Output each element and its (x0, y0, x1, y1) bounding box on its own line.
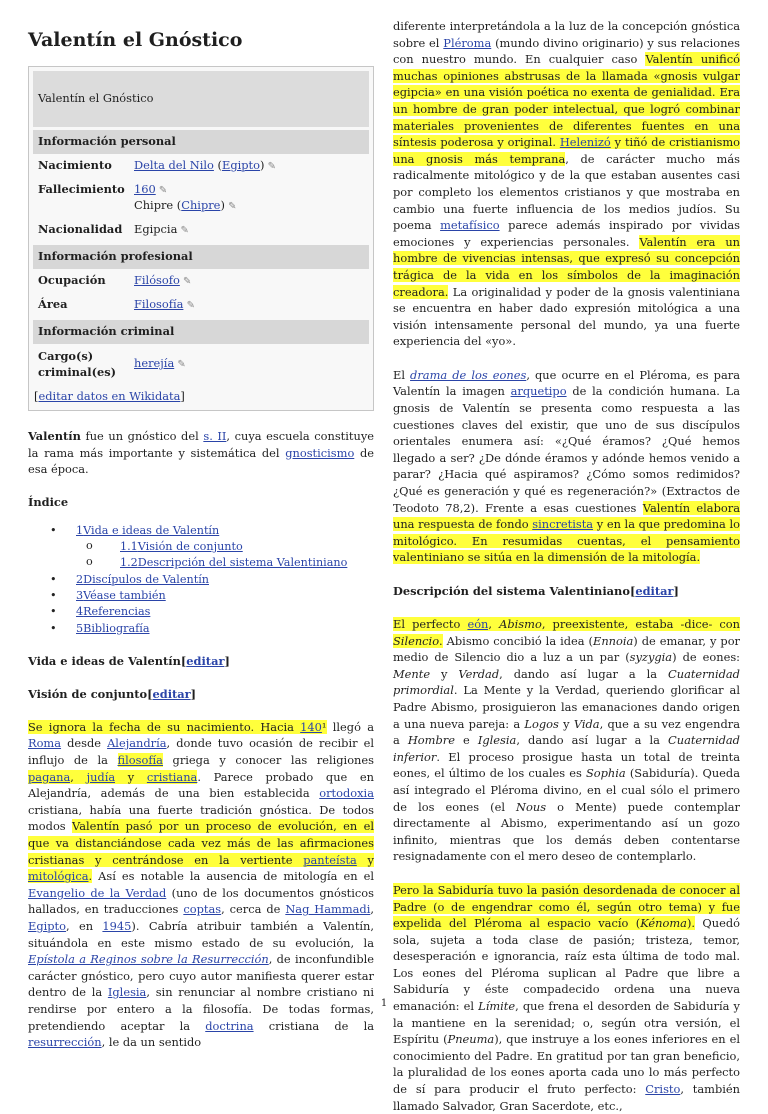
text-span: llegó a (326, 719, 374, 734)
infobox-section-title: Información profesional (33, 245, 369, 269)
text-span: , preexistente, estaba -dice- con (541, 617, 740, 631)
text-span: , (70, 769, 87, 784)
left-column (28, 18, 374, 1051)
toc-item (50, 555, 374, 571)
text-span: Valentín unificó muchas opiniones abstrusas de la llamada «gnosis vulgar egipcia» en una visión poética no exenta de genialidad. Era un hombre de gran poder intelectual, que logró combinar materiales provenientes de diferentes fuentes en una síntesis poderosa y original. (393, 52, 740, 150)
inline-link[interactable]: sincretista (532, 517, 594, 532)
text-span: diferente interpretándola a la luz de la concepción gnóstica sobre el (393, 19, 740, 50)
text-span: Cuaternidad primordial (393, 666, 740, 698)
text-span: o Mente) puede contemplar directamente al Abismo, experimentando así un gozo infinito, mientras que los demás deben contentarse resignadamente con el mero deseo de contemplarlo. (393, 799, 740, 864)
infobox-value (134, 182, 364, 214)
text-span: ) (259, 158, 265, 172)
text-span: y (356, 852, 374, 867)
pencil-icon[interactable]: ✎ (179, 276, 192, 287)
inline-link[interactable]: 160 (134, 182, 156, 196)
heading-descripcion: Descripción del sistema Valentiniano[editar] (393, 584, 679, 598)
text-span: Kénoma (640, 916, 687, 931)
infobox-row (33, 344, 369, 384)
toc-link[interactable]: 1.2Descripción del sistema Valentiniano (120, 556, 348, 570)
text-span: Ennoia (593, 633, 634, 648)
text-span: ¹ (321, 719, 327, 734)
text-span: de la condición humana. La gnosis de Valentín se presenta como respuesta a las cuestiones claves del existir, que uno de sus discípulos orientales enumera así: «¿Qué éramos? ¿Qué hemos llegado a ser? ¿De dónde éramos y adónde hemos venido a parar? ¿Hacia qué aspiramos? ¿Cómo somos redimidos? ¿Qué es generación y qué es regeneración?» (Extractos de Teodoto 78,2). Frente a esas cuestiones (393, 384, 740, 515)
infobox-row (33, 218, 369, 242)
text-span: ), que instruye a los eones inferiores en el conocimiento del Padre. En gratitud por tan gran beneficio, la pluralidad de los eones aporta cada uno lo más perfecto de sí para producir el fruto perfecto: (393, 1032, 740, 1097)
inline-link[interactable]: Roma (28, 736, 62, 751)
toc-link[interactable]: 1Vida e ideas de Valentín (76, 523, 220, 537)
inline-link[interactable]: panteísta (303, 852, 357, 867)
toc-title: Índice (28, 494, 69, 509)
infobox-value (134, 356, 364, 372)
text-span: desde (61, 736, 108, 751)
text-span: Abismo (499, 617, 542, 631)
inline-link[interactable]: drama de los eones (410, 367, 527, 382)
text-span: ). (686, 916, 696, 931)
inline-link[interactable]: Alejandría (107, 736, 167, 751)
text-span: . El proceso prosigue hasta un total de treinta eones, el último de los cuales es (393, 749, 740, 781)
inline-link[interactable]: Egipto (222, 158, 260, 172)
inline-link[interactable]: gnosticismo (285, 445, 355, 460)
paragraph-eones (393, 616, 740, 865)
text-span: de esa época. (28, 445, 375, 477)
inline-link[interactable]: cristiana (146, 769, 198, 784)
text-span: . Parece probado que en Alejandría, además de una bien establecida (28, 769, 375, 801)
intro-paragraph (28, 428, 374, 478)
text-span: Chipre ( (134, 198, 182, 212)
text-span: , también llamado Salvador, Gran Sacerdote, etc., (393, 1082, 740, 1113)
pencil-icon[interactable]: ✎ (155, 185, 168, 196)
text-span: . (439, 633, 443, 648)
text-span: Vida (573, 716, 600, 731)
text-span: ) (220, 198, 225, 212)
text-span: cristiana, había una fuerte tradición gnóstica. De todos modos (28, 802, 374, 834)
infobox-body (33, 130, 369, 384)
inline-link[interactable]: judía (86, 769, 116, 784)
paragraph-drama-eones (393, 367, 740, 566)
text-span: , dando así lugar a la (499, 666, 669, 681)
toc-item (50, 588, 374, 604)
text-span: syzygia (629, 650, 673, 665)
text-span: . La Mente y la Verdad, queriendo glorificar al Padre Abismo, prosiguieron las emanaciones dando origen a una nueva pareja: a (393, 683, 740, 731)
infobox-row (33, 293, 369, 317)
text-span: , donde tuvo ocasión de recibir el influjo de la (28, 736, 374, 768)
text-span: . (88, 869, 93, 884)
infobox-label: Fallecimiento (38, 182, 125, 196)
page-title: Valentín el Gnóstico (28, 29, 243, 51)
text-span: El perfecto (393, 617, 468, 631)
text-span: Verdad (458, 666, 500, 681)
inline-link[interactable]: coptas (183, 902, 222, 917)
inline-link[interactable]: Filósofo (134, 273, 180, 287)
toc-item (50, 604, 374, 620)
text-span: , dando así lugar a la (516, 733, 669, 748)
infobox-label: Nacimiento (38, 158, 112, 172)
paragraph-valentin-evolution (393, 18, 740, 350)
text-span: fue un gnóstico del (80, 429, 204, 443)
toc-link[interactable]: 5Bibliografía (76, 621, 150, 635)
text-span: , que ocurre en el Pléroma, es para Valentín la imagen (393, 367, 740, 399)
text-span: y (430, 666, 459, 681)
infobox-row (33, 269, 369, 293)
toc-link[interactable]: 4Referencias (76, 605, 151, 619)
inline-link[interactable]: pagana (28, 769, 71, 784)
text-span: parece además inspirado por vividas emociones y experiencias personales. (393, 218, 740, 249)
pencil-icon[interactable]: ✎ (224, 201, 237, 212)
inline-link[interactable]: Nag Hammadi (285, 902, 371, 917)
inline-link[interactable]: Epístola a Reginos sobre la Resurrección (28, 952, 269, 967)
text-span: cristiana de la (253, 1018, 374, 1033)
pencil-icon[interactable]: ✎ (183, 300, 195, 311)
inline-link[interactable]: Helenizó (559, 135, 611, 150)
text-span: Pneuma (447, 1032, 495, 1047)
infobox-footer: [editar datos en Wikidata] (34, 389, 185, 403)
text-span: Silencio (393, 633, 440, 648)
text-span: griega y conocer las religiones (162, 753, 374, 768)
inline-link[interactable]: Pléroma (443, 35, 492, 50)
inline-link[interactable]: 140 (300, 719, 322, 734)
text-span: , de inconfundible carácter gnóstico, pero cuyo autor manifiesta querer estar dentro de la (28, 952, 374, 1000)
infobox (28, 66, 374, 411)
text-span: y (558, 716, 574, 731)
inline-link[interactable]: metafísico (440, 218, 500, 233)
text-span: ( (213, 158, 222, 172)
toc-link[interactable]: 1.1Visión de conjunto (120, 540, 243, 554)
page-number: 1 (380, 998, 388, 1009)
infobox-section-title: Información personal (33, 130, 369, 154)
heading-vision: Visión de conjunto[editar] (28, 686, 197, 701)
text-span: La originalidad y poder de la gnosis valentiniana se encuentra en haber dado expresión mitológica a una visión intensamente personal del mundo, ya una fuerte experiencia del «yo». (393, 284, 740, 349)
inline-link[interactable]: Delta del Nilo (134, 158, 214, 172)
inline-link[interactable]: doctrina (205, 1018, 254, 1033)
infobox-label: Área (38, 297, 68, 311)
inline-link[interactable]: filosofía (117, 753, 163, 768)
pencil-icon[interactable]: ✎ (177, 225, 189, 236)
infobox-row (33, 154, 369, 178)
toc-item (50, 572, 374, 588)
text-span: Abismo concibió la idea ( (442, 633, 593, 648)
inline-link[interactable]: Cristo (645, 1082, 681, 1097)
text-span: ). Cabría atribuir también a Valentín, situándola en este mismo estado de su evolución, la (28, 918, 374, 950)
right-column (393, 18, 740, 1114)
text-span: El (393, 367, 411, 382)
inline-link[interactable]: Egipto (28, 918, 66, 933)
text-span: Valentín (28, 429, 81, 443)
toc-list (50, 523, 374, 637)
text-span: (uno de los documentos gnósticos hallados, en traducciones (28, 885, 374, 917)
inline-link[interactable]: 1945 (102, 918, 132, 933)
pencil-icon[interactable]: ✎ (264, 161, 276, 172)
toc-item (50, 523, 374, 539)
infobox-section-title: Información criminal (33, 320, 369, 344)
text-span: (Sabiduría). (625, 766, 699, 781)
infobox-label: Nacionalidad (38, 222, 123, 236)
text-span: Cuaternidad inferior (393, 733, 740, 764)
text-span: Valentín pasó por un proceso de evolución, en el que va distanciándose cada vez más de las afirmaciones cristianas y centrándose en la vertiente (28, 819, 375, 867)
text-span: Iglesia (477, 733, 517, 748)
infobox-value (134, 297, 364, 313)
text-span: Nous (516, 799, 547, 814)
text-span: , que a su vez engendra a (393, 716, 740, 748)
edit-section-link[interactable]: editar (186, 653, 225, 668)
inline-link[interactable]: ortodoxia (319, 786, 374, 801)
inline-link[interactable]: eón (467, 617, 489, 631)
text-span: Se ignora la fecha de su nacimiento. Hacia (28, 719, 301, 734)
edit-section-link[interactable]: editar (152, 686, 191, 701)
edit-wikidata-link[interactable]: editar datos en Wikidata (38, 389, 181, 403)
text-span: Valentín era un hombre de vivencias intensas, que expresó su concepción trágica de la vida en los símbolos de la imaginación creadora. (393, 234, 740, 299)
text-span: Valentín elabora una respuesta de fondo (393, 500, 740, 532)
text-span: Así es notable la ausencia de mitología en el (92, 869, 374, 884)
text-span: , (370, 902, 374, 917)
text-span: , sin renunciar al nombre cristiano ni rendirse por entero a la filosofía. De todas formas, pretendiendo aceptar la (28, 985, 375, 1033)
edit-section-link[interactable]: editar (635, 584, 674, 598)
heading-vida: Vida e ideas de Valentín[editar] (28, 653, 230, 668)
inline-link[interactable]: herejía (134, 356, 175, 370)
text-span: Queda así integrado el Pléroma divino, en el cual sólo el primero de los eones (el (393, 766, 740, 814)
text-span: Sophia (585, 766, 626, 781)
infobox-value (134, 273, 364, 289)
text-span: Hombre (407, 733, 455, 748)
infobox-value (134, 158, 364, 174)
text-span: y (115, 769, 147, 784)
inline-link[interactable]: Chipre (181, 198, 221, 212)
inline-link[interactable]: Evangelio de la Verdad (28, 885, 167, 900)
text-span: Quedó sola, sujeta a toda clase de pasión; tristeza, temor, desesperación e ignorancia, raíz esta última de todo mal. Los eones del Pléroma suplican al Padre que libre a Sabiduría y éste compadecido ordena una nueva emanación: el (393, 916, 740, 1014)
text-span: , que frena el desorden de Sabiduría y la mantiene en la serenidad; o, según otra versión, el Espíritu ( (393, 999, 740, 1047)
toc-link[interactable]: 2Discípulos de Valentín (76, 572, 209, 586)
toc-link[interactable]: 3Véase también (76, 588, 166, 602)
text-span: , cerca de (221, 902, 286, 917)
text-span: , cuya escuela constituye la rama más importante y sistemática del (28, 429, 374, 460)
infobox-row (33, 178, 369, 218)
text-span: Mente (393, 666, 431, 681)
text-span: , de carácter mucho más radicalmente mitológico y de la que estaban ausentes casi por completo los elementos cristianos y que mostraba en cambio una fuerte influencia de los medios judíos. Su poema (393, 151, 740, 233)
infobox-value (134, 222, 364, 238)
inline-link[interactable]: arquetipo (510, 384, 567, 399)
pencil-icon[interactable]: ✎ (174, 359, 186, 370)
inline-link[interactable]: Iglesia (107, 985, 147, 1000)
inline-link[interactable]: s. II (203, 429, 227, 443)
infobox-label: Cargo(s) criminal(es) (38, 349, 117, 379)
text-span: , en (65, 918, 103, 933)
text-span: (mundo divino originario) y sus relaciones con nuestro mundo. En cualquier caso (393, 35, 740, 67)
toc-item (50, 539, 374, 555)
text-span: Pero la Sabiduría tuvo la pasión desordenada de conocer al Padre (o de engendrar como él, según otro tema) y fue expelida del Pléroma al espacio vacío ( (393, 882, 740, 931)
text-span: e (454, 733, 478, 748)
infobox-header: Valentín el Gnóstico (33, 71, 369, 127)
inline-link[interactable]: resurrección (28, 1035, 102, 1050)
inline-link[interactable]: Filosofía (134, 297, 184, 311)
toc-item (50, 621, 374, 637)
text-span: Límite (478, 999, 516, 1014)
text-span: y tiñó de cristianismo una gnosis más temprana (393, 135, 740, 166)
text-span: y en la que predomina lo mitológico. En resumidas cuentas, el pensamiento valentiniano se sitúa en la dimensión de la mitología. (393, 517, 740, 565)
text-span: ) de eones: (672, 650, 740, 665)
text-span: Egipcia (134, 222, 178, 236)
text-span: Logos (524, 716, 559, 731)
text-span: ) de emanar, y por medio de Silencio dio a luz a un par ( (393, 633, 740, 665)
text-span: , (488, 617, 500, 631)
text-span: , le da un sentido (101, 1035, 202, 1050)
infobox-label: Ocupación (38, 273, 106, 287)
inline-link[interactable]: mitológica (28, 869, 89, 884)
